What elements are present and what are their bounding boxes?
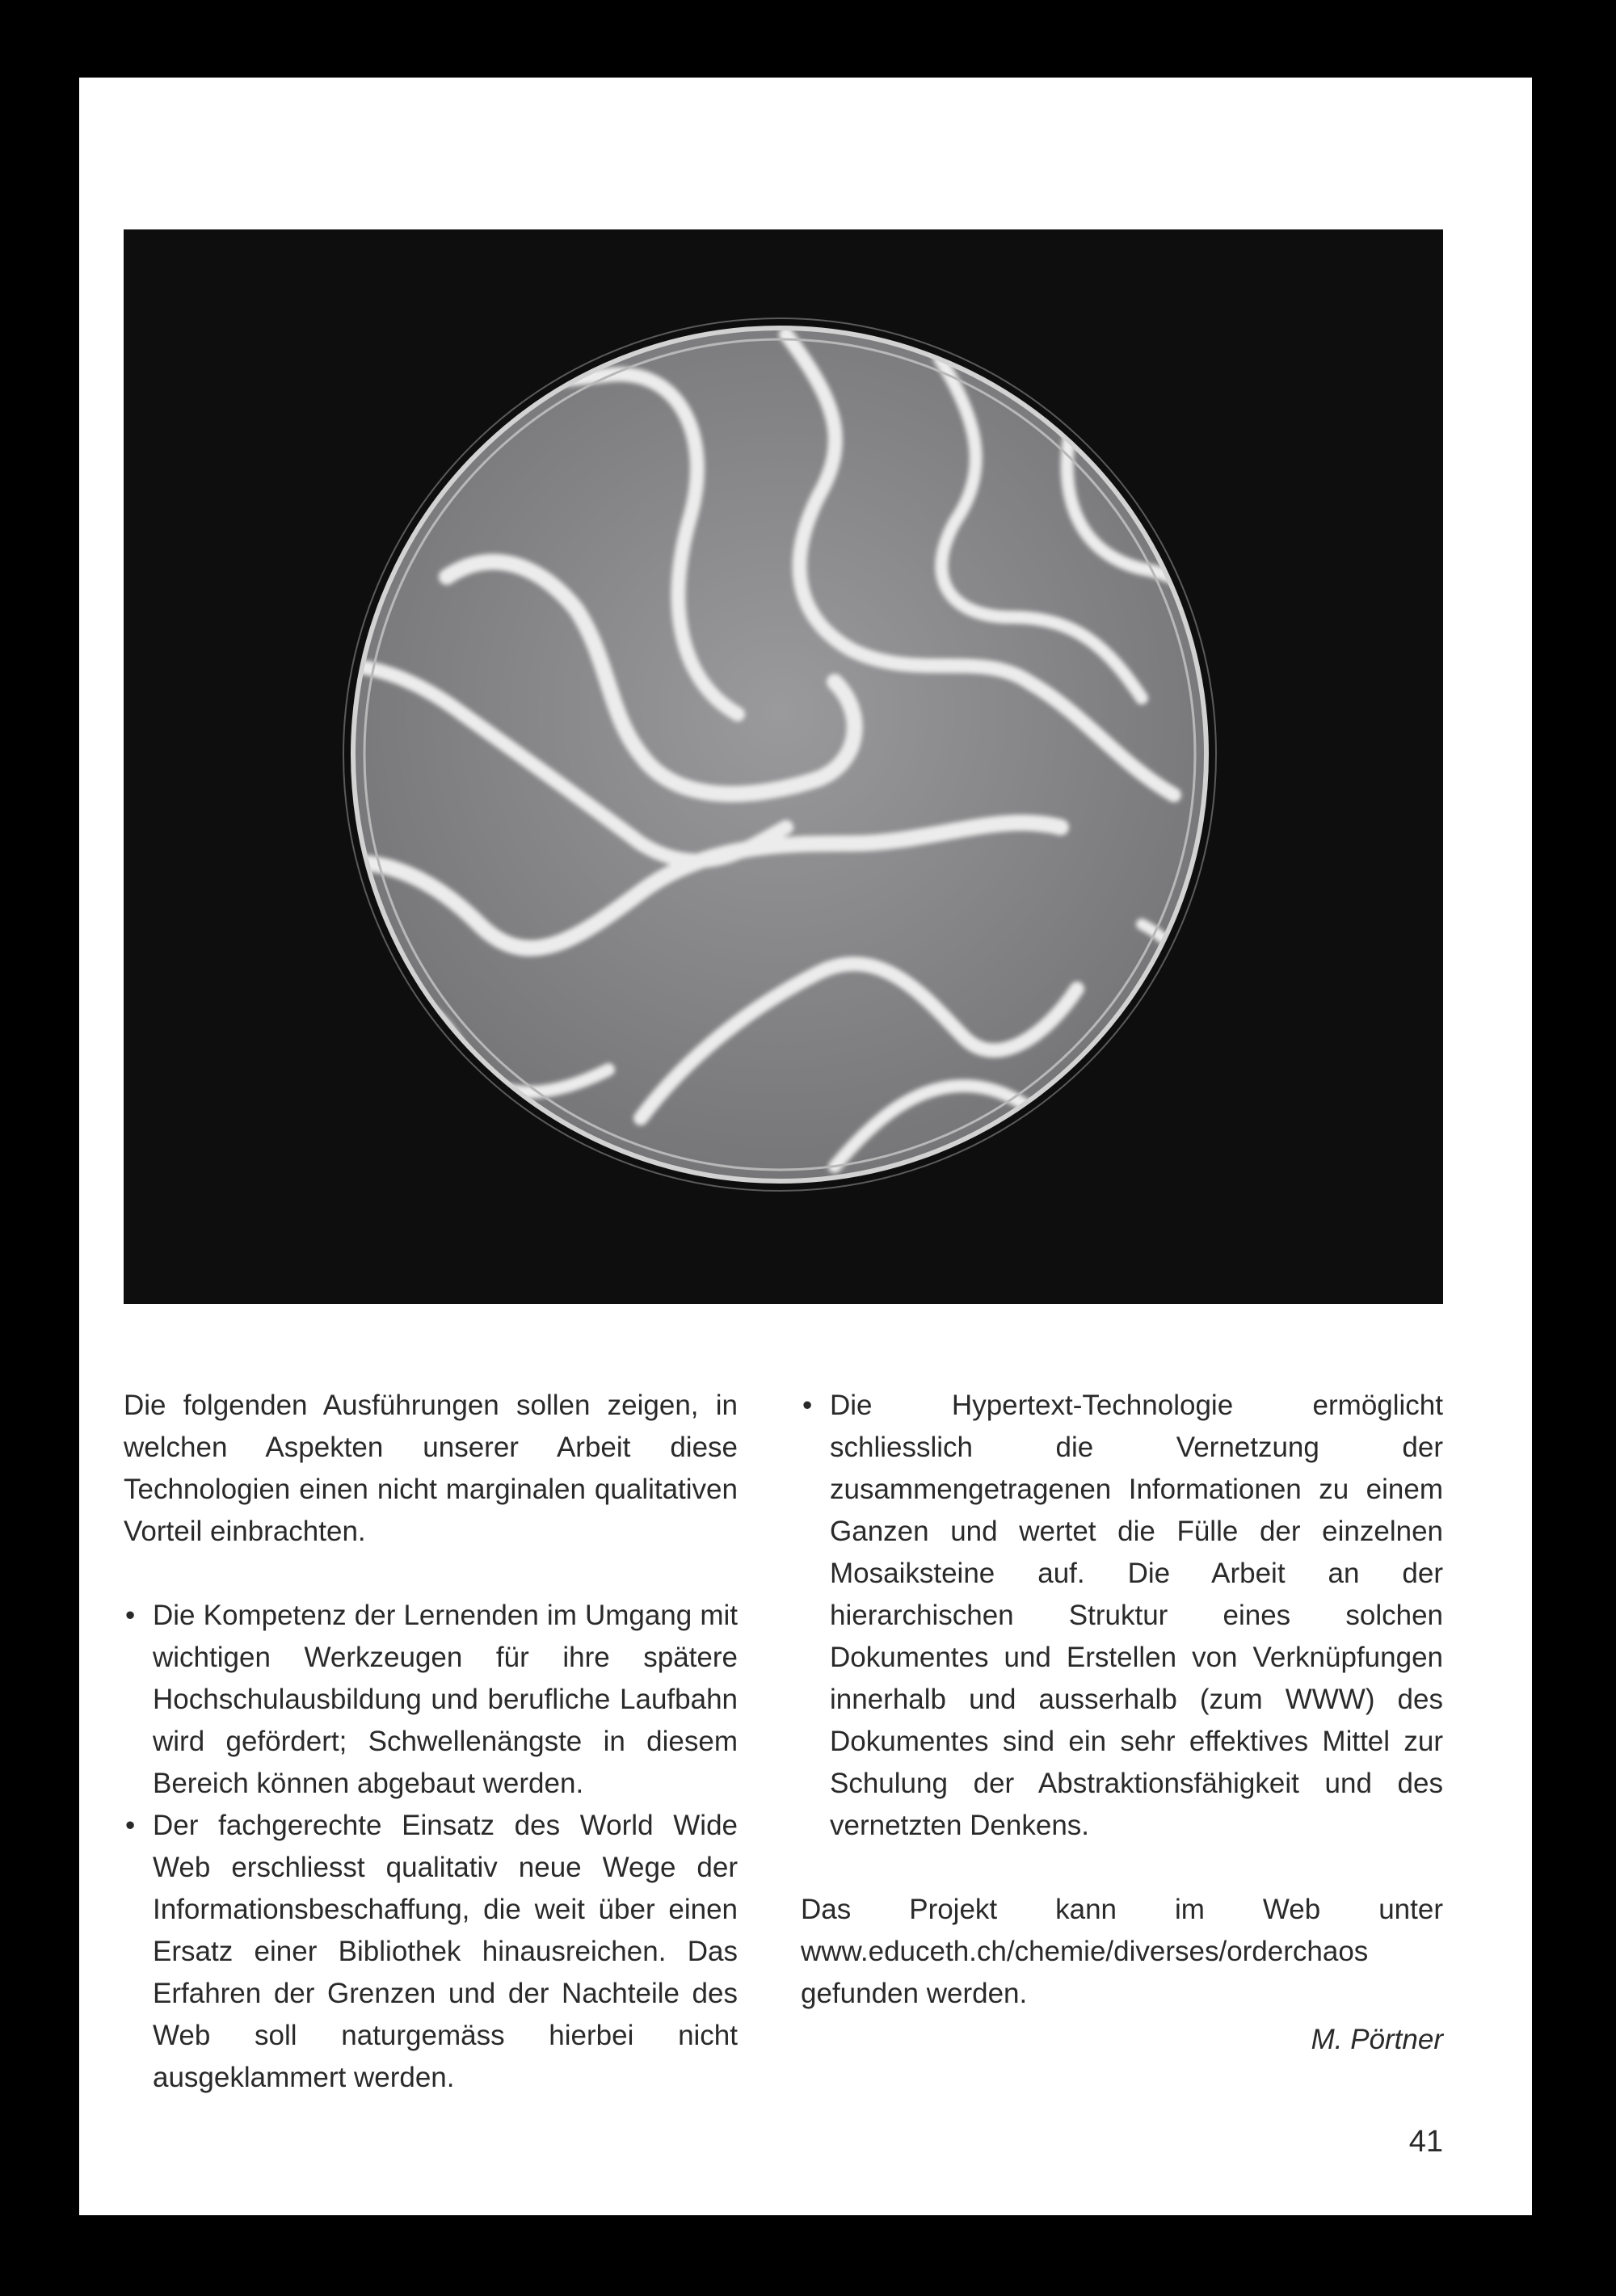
list-item bbox=[124, 1595, 738, 1805]
bullet-text: Der fachgerechte Einsatz des World Wide Web erschliesst qualitativ neue Wege der Informationsbeschaffung, die weit über einen Ersatz einer Bibliothek hinausreichen. Das Erfahren der Grenzen und der Nachteile des Web soll naturgemäss hierbei nicht ausgeklammert werden. bbox=[153, 1810, 738, 2093]
document-page bbox=[79, 78, 1532, 2215]
left-text-column bbox=[124, 1385, 738, 2099]
bullet-text: Die Kompetenz der Lernenden im Umgang mit wichtigen Werkzeugen für ihre spätere Hochschulausbildung und berufliche Laufbahn wird gefördert; Schwellenängste in diesem Bereich können abgebaut werden. bbox=[153, 1600, 738, 1799]
right-bullet-list bbox=[801, 1385, 1443, 1847]
bullet-text: Die Hypertext-Technologie ermöglicht schliesslich die Vernetzung der zusammengetragenen Informationen zu einem Ganzen und wertet die Fülle der einzelnen Mosaiksteine auf. Die Arbeit an der hierarchischen Struktur eines solchen Dokumentes und Erstellen von Verknüpfungen innerhalb und ausserhalb (zum WWW) des Dokumentes sind ein sehr effektives Mittel zur Schulung der Abstraktionsfähigkeit und des vernetzten Denkens. bbox=[830, 1390, 1443, 1841]
bullet-marker: • bbox=[125, 1810, 136, 1841]
petri-dish-illustration bbox=[124, 229, 1443, 1304]
petri-dish-pattern-photo bbox=[124, 229, 1443, 1304]
page-number: 41 bbox=[1408, 2125, 1443, 2159]
dish-medium bbox=[353, 328, 1206, 1181]
bullet-marker: • bbox=[125, 1600, 136, 1631]
paragraph-gap bbox=[801, 1847, 1443, 1889]
list-item bbox=[124, 1805, 738, 2099]
list-item bbox=[801, 1385, 1443, 1847]
paragraph-gap bbox=[124, 1553, 738, 1595]
author-signature: M. Pörtner bbox=[1311, 2024, 1443, 2055]
left-bullet-list bbox=[124, 1595, 738, 2099]
intro-paragraph: Die folgenden Ausführungen sollen zeigen, in welchen Aspekten unserer Arbeit diese Technologien einen nicht marginalen qualitativen Vorteil einbrachten. bbox=[124, 1390, 738, 1547]
bullet-marker: • bbox=[802, 1390, 813, 1421]
closing-paragraph: Das Projekt kann im Web unter www.educeth.ch/chemie/diverses/orderchaos gefunden werden. bbox=[801, 1894, 1443, 2009]
right-text-column bbox=[801, 1385, 1443, 2015]
